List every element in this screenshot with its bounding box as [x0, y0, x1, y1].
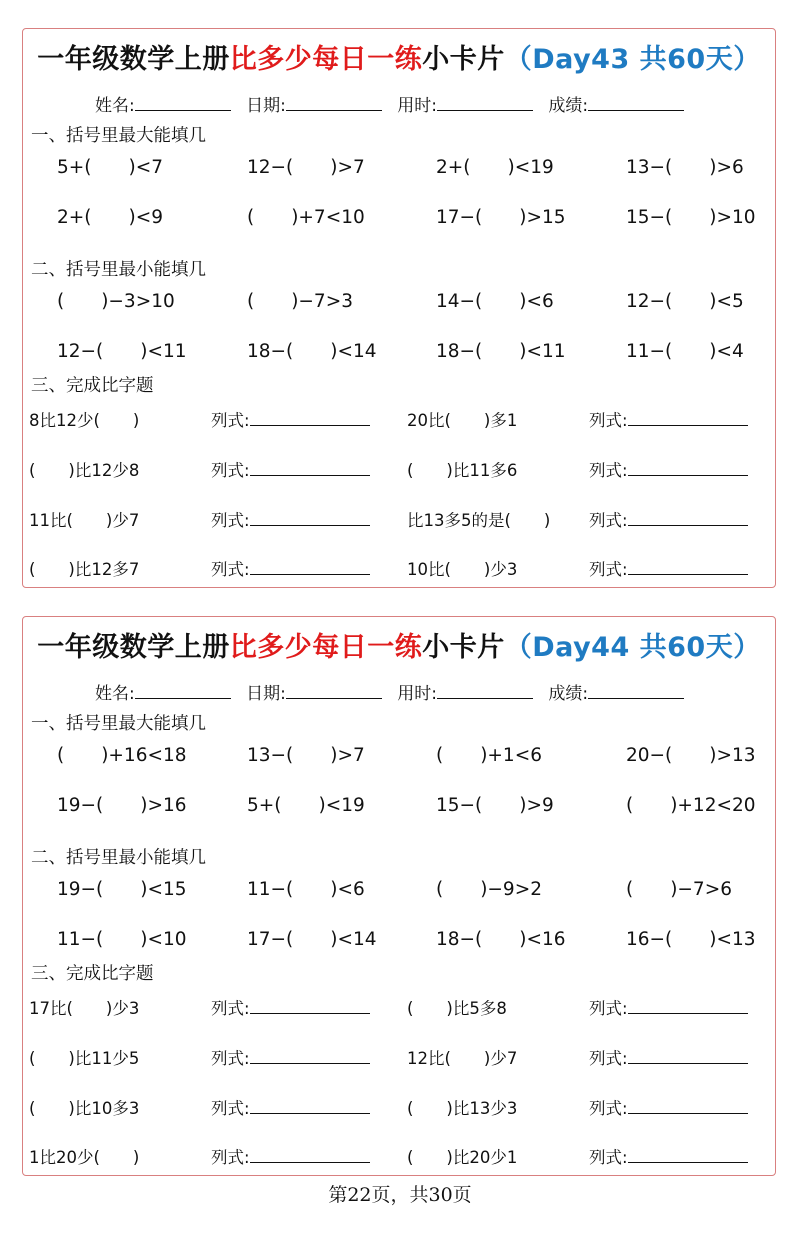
title-part: 小卡片	[422, 44, 505, 75]
title-part: 小卡片	[422, 632, 505, 663]
problem: 14−( )<6	[436, 291, 554, 312]
word-problem: ( )比5多8	[407, 999, 507, 1018]
date-field[interactable]	[286, 683, 382, 699]
problem: 11−( )<4	[626, 341, 744, 362]
problem: 5+( )<19	[247, 795, 365, 816]
problem: ( )+16<18	[57, 745, 187, 766]
equation-blank[interactable]: 列式:	[211, 556, 370, 580]
problem: 18−( )<11	[436, 341, 566, 362]
name-label: 姓名:	[95, 96, 135, 116]
problem: 5+( )<7	[57, 157, 163, 178]
date-field[interactable]	[286, 95, 382, 111]
score-field[interactable]	[588, 95, 684, 111]
score-label: 成绩:	[548, 684, 589, 704]
problem: 19−( )<15	[57, 879, 187, 900]
problem: ( )−7>3	[247, 291, 353, 312]
date-label: 日期:	[246, 684, 286, 704]
info-row	[95, 679, 694, 704]
title-day-counter: （Day43 共60天）	[504, 44, 761, 75]
word-problem: ( )比20少1	[407, 1148, 518, 1167]
problem: 19−( )>16	[57, 795, 187, 816]
equation-blank[interactable]: 列式:	[589, 995, 748, 1019]
equation-blank[interactable]: 列式:	[589, 1144, 748, 1168]
equation-blank[interactable]: 列式:	[589, 407, 748, 431]
problem: 17−( )>15	[436, 207, 566, 228]
problem: 11−( )<6	[247, 879, 365, 900]
problem: 15−( )>9	[436, 795, 554, 816]
problem: 17−( )<14	[247, 929, 377, 950]
date-label: 日期:	[246, 96, 286, 116]
info-row	[95, 91, 694, 116]
problem: ( )+12<20	[626, 795, 756, 816]
equation-blank[interactable]: 列式:	[211, 1095, 370, 1119]
equation-blank[interactable]: 列式:	[211, 1144, 370, 1168]
title-day-counter: （Day44 共60天）	[504, 632, 761, 663]
equation-blank[interactable]: 列式:	[211, 1045, 370, 1069]
problem: 13−( )>6	[626, 157, 744, 178]
word-problem: 12比( )少7	[407, 1049, 518, 1068]
name-label: 姓名:	[95, 684, 135, 704]
score-field[interactable]	[588, 683, 684, 699]
word-problem: 1比20少( )	[29, 1148, 140, 1167]
equation-blank[interactable]: 列式:	[211, 407, 370, 431]
score-label: 成绩:	[548, 96, 589, 116]
title-highlight: 比多少每日一练	[229, 44, 423, 75]
title-highlight: 比多少每日一练	[229, 632, 423, 663]
problem: 15−( )>10	[626, 207, 756, 228]
problem: 18−( )<14	[247, 341, 377, 362]
word-problem: ( )比13少3	[407, 1099, 518, 1118]
problem: ( )−9>2	[436, 879, 542, 900]
word-problem: 比13多5的是( )	[407, 511, 551, 530]
card-title	[23, 625, 775, 664]
problem: ( )−7>6	[626, 879, 732, 900]
equation-blank[interactable]: 列式:	[589, 1045, 748, 1069]
problem: ( )−3>10	[57, 291, 175, 312]
section-title: 三、完成比字题	[31, 964, 154, 984]
word-problem: ( )比12多7	[29, 560, 140, 579]
equation-blank[interactable]: 列式:	[211, 995, 370, 1019]
problem: 12−( )<5	[626, 291, 744, 312]
card-title	[23, 37, 775, 76]
problem: 2+( )<9	[57, 207, 163, 228]
problem: ( )+7<10	[247, 207, 365, 228]
word-problem: ( )比10多3	[29, 1099, 140, 1118]
word-problem: 20比( )多1	[407, 411, 518, 430]
problem: 12−( )<11	[57, 341, 187, 362]
title-part: 一年级数学上册	[37, 632, 230, 663]
name-field[interactable]	[135, 683, 231, 699]
equation-blank[interactable]: 列式:	[589, 556, 748, 580]
problem: 11−( )<10	[57, 929, 187, 950]
problem: 16−( )<13	[626, 929, 756, 950]
problem: 18−( )<16	[436, 929, 566, 950]
time-field[interactable]	[437, 683, 533, 699]
name-field[interactable]	[135, 95, 231, 111]
page-number: 第22页，共30页	[328, 1184, 472, 1206]
equation-blank[interactable]: 列式:	[589, 1095, 748, 1119]
equation-blank[interactable]: 列式:	[211, 457, 370, 481]
equation-blank[interactable]: 列式:	[589, 507, 748, 531]
word-problem: 11比( )少7	[29, 511, 140, 530]
time-label: 用时:	[397, 96, 438, 116]
word-problem: ( )比11少5	[29, 1049, 140, 1068]
section-title: 一、括号里最大能填几	[31, 126, 206, 146]
problem: 20−( )>13	[626, 745, 756, 766]
word-problem: 17比( )少3	[29, 999, 140, 1018]
word-problem: ( )比12少8	[29, 461, 140, 480]
title-part: 一年级数学上册	[37, 44, 230, 75]
equation-blank[interactable]: 列式:	[589, 457, 748, 481]
time-field[interactable]	[437, 95, 533, 111]
problem: 12−( )>7	[247, 157, 365, 178]
section-title: 二、括号里最小能填几	[31, 260, 206, 280]
problem: 2+( )<19	[436, 157, 554, 178]
time-label: 用时:	[397, 684, 438, 704]
problem: ( )+1<6	[436, 745, 542, 766]
section-title: 二、括号里最小能填几	[31, 848, 206, 868]
problem: 13−( )>7	[247, 745, 365, 766]
section-title: 一、括号里最大能填几	[31, 714, 206, 734]
word-problem: ( )比11多6	[407, 461, 518, 480]
word-problem: 10比( )少3	[407, 560, 518, 579]
word-problem: 8比12少( )	[29, 411, 140, 430]
practice-card-day43	[22, 28, 776, 588]
section-title: 三、完成比字题	[31, 376, 154, 396]
practice-card-day44	[22, 616, 776, 1176]
equation-blank[interactable]: 列式:	[211, 507, 370, 531]
